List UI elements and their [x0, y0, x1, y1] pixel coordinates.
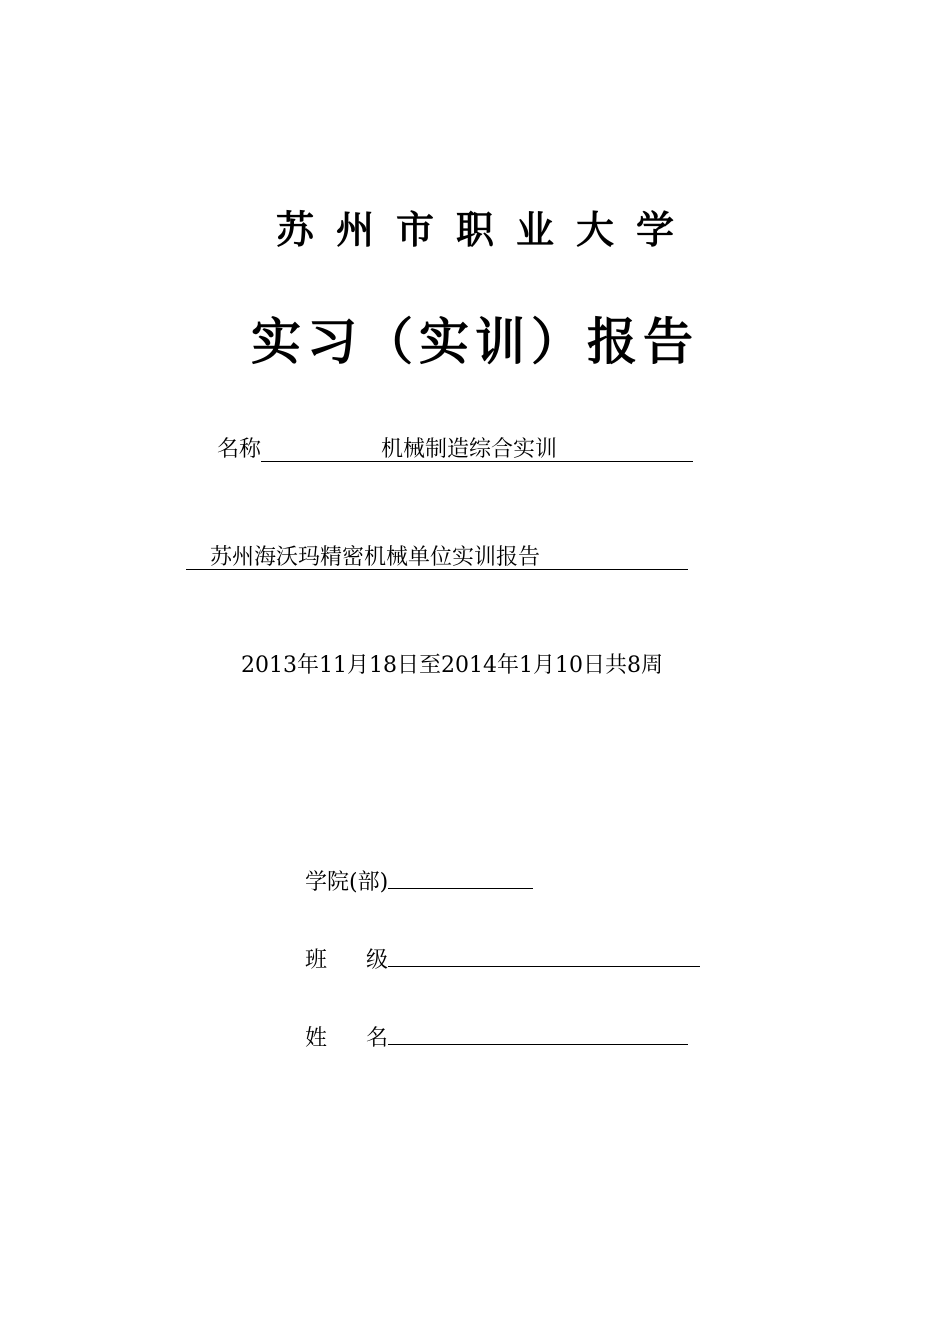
- student-label-2: 名: [366, 1026, 389, 1051]
- class-row: [305, 942, 700, 977]
- student-name-row: [305, 1020, 688, 1055]
- university-name: 苏州市职业大学: [275, 207, 696, 252]
- class-label-1: 班: [305, 948, 328, 973]
- report-title: 实习（实训）报告: [251, 312, 699, 371]
- name-field: 机械制造综合实训: [261, 438, 693, 462]
- college-label: 学院(部): [305, 870, 389, 895]
- class-label-2: 级: [366, 948, 389, 973]
- college-field: [388, 864, 533, 889]
- student-label-1: 姓: [305, 1026, 328, 1051]
- unit-field: 苏州海沃玛精密机械单位实训报告: [186, 546, 688, 570]
- unit-row: [186, 542, 688, 574]
- college-row: [305, 864, 533, 899]
- name-label: 名称: [217, 437, 262, 462]
- date-range: 2013年11月18日至2014年1月10日共8周: [241, 653, 663, 678]
- student-name-field: [388, 1020, 688, 1045]
- class-field: [388, 942, 700, 967]
- name-row: [217, 434, 693, 466]
